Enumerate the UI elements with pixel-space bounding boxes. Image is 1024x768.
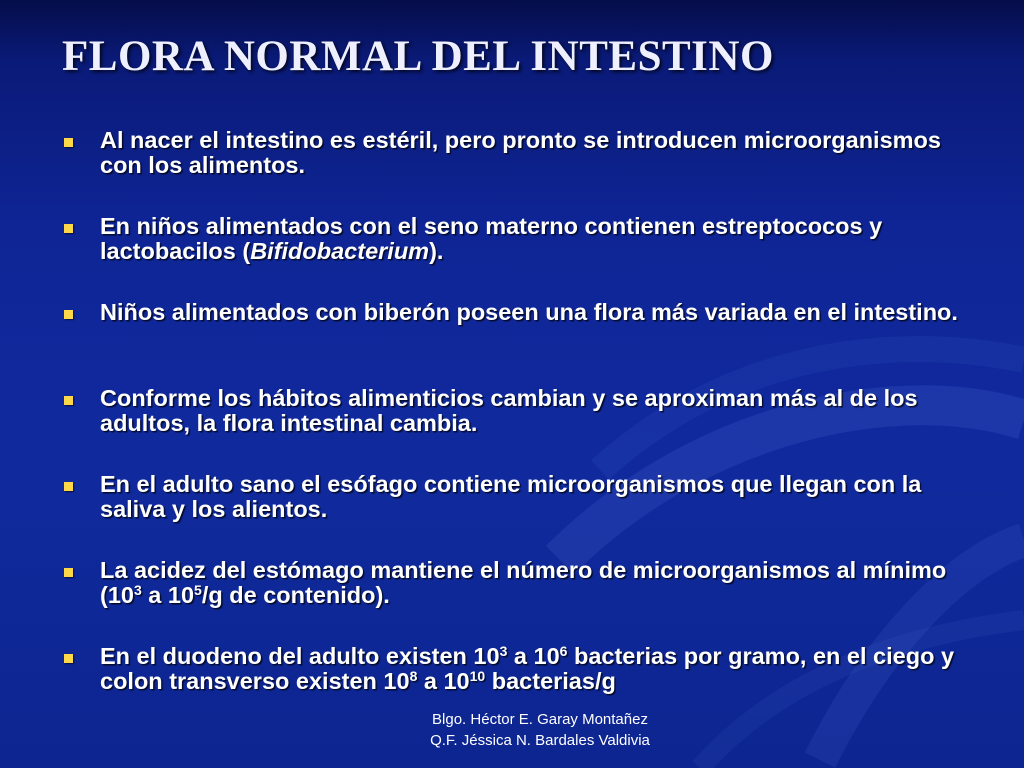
bullet-text: Conforme los hábitos alimenticios cambian y se aproximan más al de los adultos, la flora intestinal cambia. <box>100 385 918 436</box>
bullet-text: bacterias/g <box>485 667 616 694</box>
bullet-text: Niños alimentados con biberón poseen una flora más variada en el intestino. <box>100 299 958 325</box>
bullet-item <box>62 558 972 644</box>
superscript: 5 <box>194 581 202 598</box>
bullet-text: a 10 <box>507 643 560 669</box>
square-bullet-icon <box>64 568 73 577</box>
square-bullet-icon <box>64 482 73 491</box>
superscript: 3 <box>133 581 142 598</box>
bullet-text: a 10 <box>417 667 470 694</box>
square-bullet-icon <box>64 224 73 233</box>
bullet-text: /g de contenido). <box>201 581 390 608</box>
slide-title: FLORA NORMAL DEL INTESTINO <box>62 33 774 80</box>
italic-genus-name: Bifidobacterium <box>250 237 430 264</box>
bullet-text: En niños alimentados con el seno materno contienen estreptococos y lactobacilos ( <box>100 213 883 264</box>
bullet-text: Al nacer el intestino es estéril, pero pronto se introducen microorganismos con los alimentos. <box>100 127 941 178</box>
square-bullet-icon <box>64 310 73 319</box>
bullet-list <box>62 128 972 730</box>
bullet-text: La acidez del estómago mantiene el número de microorganismos al mínimo (10 <box>100 557 947 608</box>
superscript: 10 <box>469 667 486 684</box>
bullet-item <box>62 128 972 214</box>
bullet-item <box>62 300 972 386</box>
square-bullet-icon <box>64 654 73 663</box>
square-bullet-icon <box>64 396 73 405</box>
author-line-1: Blgo. Héctor E. Garay Montañez <box>432 711 648 728</box>
superscript: 6 <box>559 643 568 659</box>
bullet-text: En el duodeno del adulto existen 10 <box>100 643 500 669</box>
bullet-text: bacterias por gramo, en el ciego y colon transverso existen 10 <box>100 643 955 694</box>
author-line-2: Q.F. Jéssica N. Bardales Valdivia <box>430 732 650 749</box>
bullet-item <box>62 386 972 472</box>
bullet-text: En el adulto sano el esófago contiene microorganismos que llegan con la saliva y los alientos. <box>100 471 922 522</box>
superscript: 8 <box>409 667 418 684</box>
bullet-item <box>62 214 972 300</box>
bullet-text: a 10 <box>141 581 195 608</box>
author-footer <box>330 709 750 751</box>
square-bullet-icon <box>64 138 73 147</box>
bullet-text-end: ). <box>429 237 444 264</box>
bullet-item <box>62 472 972 558</box>
superscript: 3 <box>499 643 508 659</box>
